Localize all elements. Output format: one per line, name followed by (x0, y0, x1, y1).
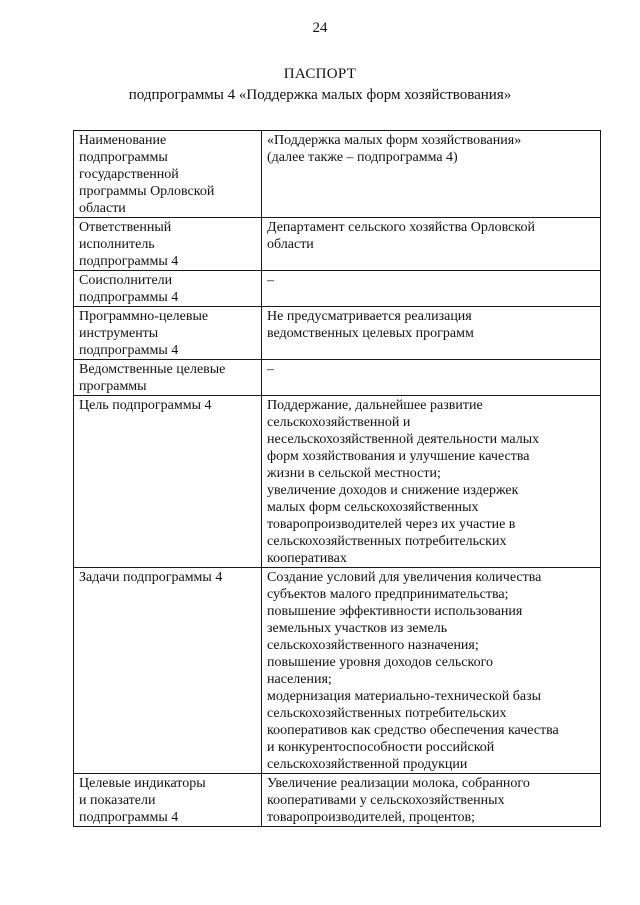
row-label-cell (74, 271, 262, 307)
row-label-cell (74, 396, 262, 568)
row-label-cell (74, 218, 262, 271)
table-row (74, 218, 601, 271)
row-value: Увеличение реализации молока, собранного кооперативами у сельскохозяйственных товаропроизводителей, процентов; (267, 776, 530, 825)
table-row (74, 307, 601, 360)
table-row (74, 568, 601, 774)
row-value: Департамент сельского хозяйства Орловской области (267, 220, 535, 252)
row-value-cell (262, 396, 601, 568)
row-label: Соисполнители подпрограммы 4 (79, 273, 179, 305)
row-value: – (267, 273, 274, 288)
row-value: Создание условий для увеличения количества субъектов малого предпринимательства; повышение эффективности использования земельных участков из земель сельскохозяйственного назначения; повышение уровня доходов сельского населения; модернизация материально-технической базы сельскохозяйственных потребительских кооперативов как средство обеспечения качества и конкурентоспособности российской сельскохозяйственной продукции (267, 570, 559, 772)
row-label: Цель подпрограммы 4 (79, 398, 212, 413)
row-value-cell (262, 360, 601, 396)
table-row (74, 271, 601, 307)
row-label: Ответственный исполнитель подпрограммы 4 (79, 220, 179, 269)
document-title: ПАСПОРТ (283, 66, 357, 82)
row-label-cell (74, 307, 262, 360)
row-label: Задачи подпрограммы 4 (79, 570, 223, 585)
row-value: Не предусматривается реализация ведомственных целевых программ (267, 309, 474, 341)
row-value-cell (262, 307, 601, 360)
table-row (74, 396, 601, 568)
passport-table (73, 130, 601, 827)
row-label: Целевые индикаторы и показатели подпрограммы 4 (79, 776, 206, 825)
row-value-cell (262, 131, 601, 218)
row-label: Программно-целевые инструменты подпрограммы 4 (79, 309, 209, 358)
row-label-cell (74, 774, 262, 827)
row-label-cell (74, 131, 262, 218)
row-value: Поддержание, дальнейшее развитие сельскохозяйственной и несельскохозяйственной деятельности малых форм хозяйствования и улучшение качества жизни в сельской местности; увеличение доходов и снижение издержек малых форм сельскохозяйственных товаропроизводителей через их участие в сельскохозяйственных потребительских кооперативах (267, 398, 540, 566)
row-value-cell (262, 774, 601, 827)
row-label: Наименование подпрограммы государственной программы Орловской области (79, 133, 215, 216)
row-label-cell (74, 360, 262, 396)
row-label: Ведомственные целевые программы (79, 362, 226, 394)
row-value-cell (262, 218, 601, 271)
table-row (74, 131, 601, 218)
row-value-cell (262, 271, 601, 307)
row-value: – (267, 362, 274, 377)
row-value-cell (262, 568, 601, 774)
document-subtitle: подпрограммы 4 «Поддержка малых форм хозяйствования» (128, 87, 512, 103)
page-number: 24 (312, 20, 328, 36)
table-row (74, 360, 601, 396)
row-value: «Поддержка малых форм хозяйствования» (далее также – подпрограмма 4) (267, 133, 522, 165)
row-label-cell (74, 568, 262, 774)
table-row (74, 774, 601, 827)
